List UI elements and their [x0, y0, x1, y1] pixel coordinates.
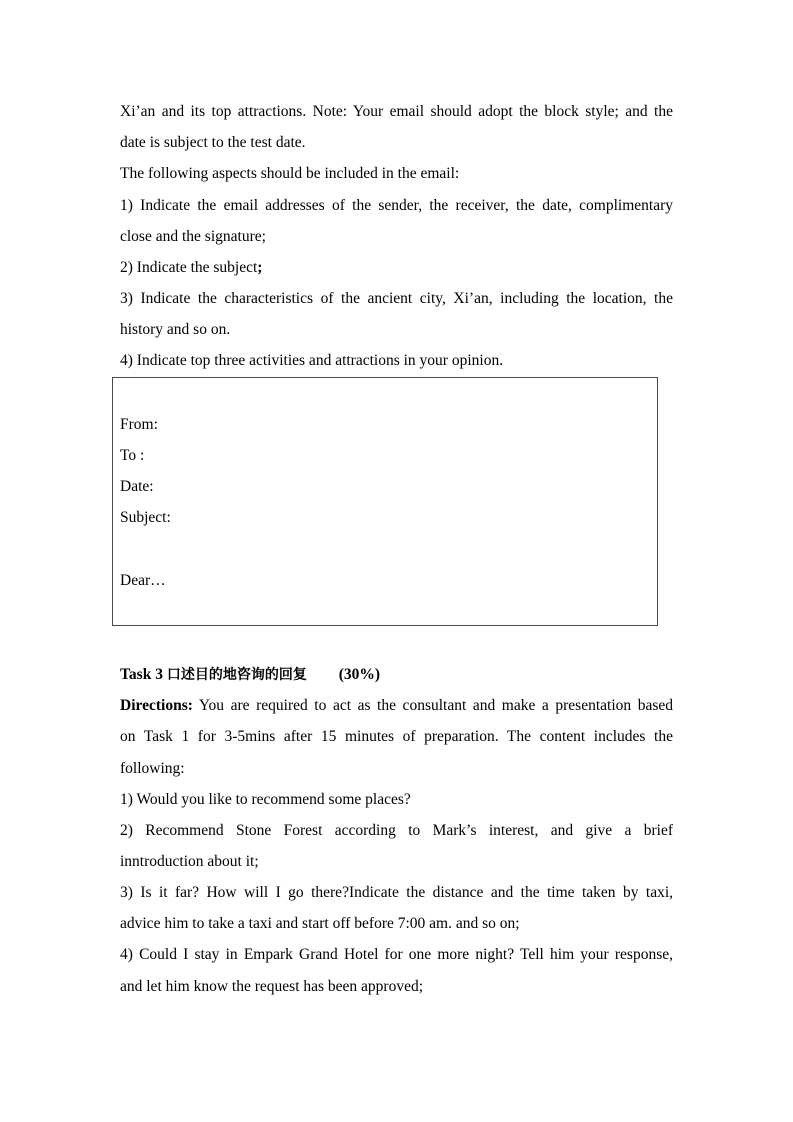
question-4-line-2: and let him know the request has been approved; [120, 978, 424, 995]
email-date-label: Date: [120, 478, 154, 495]
email-subject-label: Subject: [120, 509, 171, 526]
task3-heading [120, 664, 673, 686]
intro-line-1: Xi’an and its top attractions. Note: Your email should adopt the block style; and the [120, 103, 673, 120]
task3-label: Task 3 [120, 666, 163, 683]
task3-percent: (30%) [338, 666, 381, 683]
task3-title-cn: 口述目的地咨询的回复 [166, 667, 307, 683]
question-2-line-1: 2) Recommend Stone Forest according to Mark’s interest, and give a brief [120, 822, 673, 839]
aspect-item-4: 4) Indicate top three activities and attractions in your opinion. [120, 352, 504, 369]
aspect-item-3-line-2: history and so on. [120, 321, 231, 338]
aspect-item-1-line-2: close and the signature; [120, 228, 266, 245]
aspect-item-2 [120, 257, 673, 279]
aspect-item-2-punct: ; [257, 259, 263, 276]
aspect-item-3-line-1: 3) Indicate the characteristics of the ancient city, Xi’an, including the location, the [120, 290, 673, 307]
directions-label: Directions: [120, 697, 193, 714]
aspects-intro: The following aspects should be included in the email: [120, 165, 460, 182]
question-3-line-2: advice him to take a taxi and start off before 7:00 am. and so on; [120, 915, 520, 932]
directions-line-3: following: [120, 760, 185, 777]
intro-line-2: date is subject to the test date. [120, 134, 306, 151]
directions-text-1: You are required to act as the consultant and make a presentation based [192, 697, 673, 714]
aspect-item-1-line-1: 1) Indicate the email addresses of the sender, the receiver, the date, complimentary [120, 197, 673, 214]
email-from-label: From: [120, 416, 158, 433]
question-1: 1) Would you like to recommend some places? [120, 791, 411, 808]
email-greeting: Dear… [120, 572, 166, 589]
question-3-line-1: 3) Is it far? How will I go there?Indicate the distance and the time taken by taxi, [120, 884, 673, 901]
directions-line-2: on Task 1 for 3-5mins after 15 minutes of preparation. The content includes the [120, 728, 673, 745]
email-to-label: To : [120, 447, 145, 464]
question-2-line-2: inntroduction about it; [120, 853, 259, 870]
question-4-line-1: 4) Could I stay in Empark Grand Hotel for one more night? Tell him your response, [120, 946, 673, 963]
email-template-box [112, 377, 658, 626]
aspect-item-2-text: 2) Indicate the subject [120, 259, 258, 276]
directions-line-1 [120, 695, 673, 717]
